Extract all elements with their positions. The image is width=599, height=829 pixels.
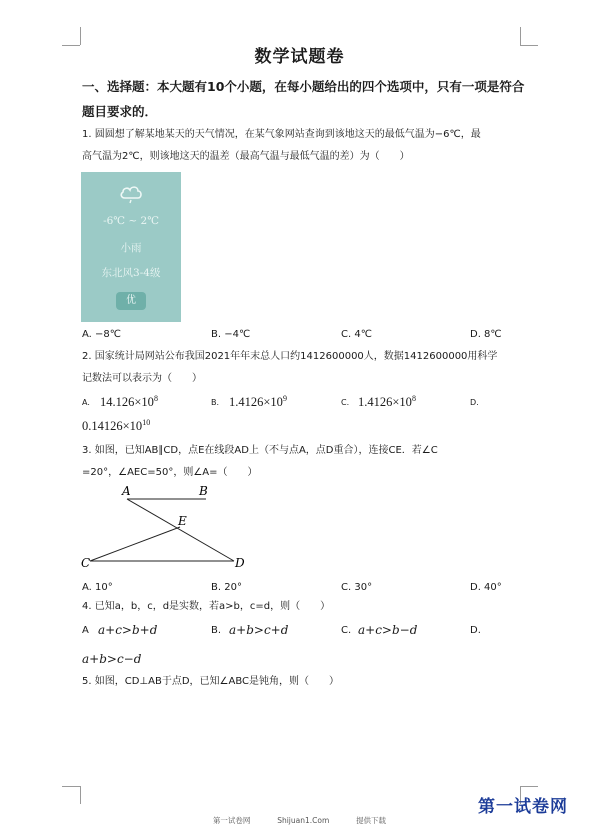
cloud-icon (118, 182, 144, 204)
section-heading: 一、选择题：本大题有10个小题，在每小题给出的四个选项中，只有一项是符合题目要求的． (82, 79, 525, 119)
option-d-exponent: 10 (142, 418, 151, 427)
question-4-option-c: a+c>b−d (358, 623, 418, 637)
question-2-label-c: C. (341, 398, 350, 407)
question-2-option-d (82, 418, 150, 434)
option-b-exponent: 9 (282, 394, 287, 403)
crop-mark-bottom-left-v (80, 786, 81, 804)
question-2-option-a (100, 394, 158, 410)
page-title: 数学试题卷 (254, 47, 345, 67)
footer-domain: Shijuan1.Com (277, 816, 330, 825)
question-3-line-1: 3. 如图，已知AB∥CD，点E在线段AD上（不与点A，点D重合），连接CE．若∠C (82, 445, 438, 456)
question-1 (82, 124, 532, 168)
question-3-line-2: =20°，∠AEC=50°，则∠A=（ ） (82, 467, 258, 478)
question-3-option-a: A. 10° (82, 582, 113, 593)
point-label-a: A (122, 484, 131, 498)
question-4-option-a: a+c>b+d (98, 623, 158, 637)
footer-note: 提供下载 (356, 816, 387, 825)
crop-mark-bottom-right-h (520, 786, 538, 787)
question-2-option-c (358, 394, 416, 410)
point-label-c: C (81, 556, 91, 570)
question-3-option-d: D. 40° (470, 582, 502, 593)
question-1-option-d: D. 8℃ (470, 329, 502, 340)
option-a-exponent: 8 (153, 394, 158, 403)
question-4-label-c: C. (341, 625, 352, 636)
option-c-base: 1.4126×10 (358, 395, 412, 410)
question-1-line-2: 高气温为2℃，则该地这天的温差（最高气温与最低气温的差）为（ ） (82, 151, 410, 162)
weather-wind: 东北风3-4级 (101, 267, 161, 279)
question-1-option-c: C. 4℃ (341, 329, 372, 340)
question-2-label-d: D. (470, 398, 479, 407)
question-2-label-b: B. (211, 398, 220, 407)
brand-watermark: 第一试卷网 (478, 797, 568, 817)
question-2-line-2: 记数法可以表示为（ ） (82, 373, 202, 384)
question-4-option-d: a+b>c−d (82, 652, 142, 666)
footer-site: 第一试卷网 (212, 816, 251, 825)
question-4-option-b: a+b>c+d (229, 623, 289, 637)
question-5-line-1: 5. 如图，CD⊥AB于点D，已知∠ABC是钝角，则（ ） (82, 676, 339, 687)
option-d-base: 0.14126×10 (82, 419, 143, 434)
segment-ce (90, 527, 180, 561)
question-4-label-a: A (82, 625, 89, 636)
question-2-line-1: 2. 国家统计局网站公布我国2021年年末总人口约1412600000人，数据1412600000用科学 (82, 351, 498, 362)
weather-temperature: -6℃ ~ 2℃ (103, 215, 159, 227)
question-3-option-b: B. 20° (211, 582, 242, 593)
point-label-d: D (235, 556, 245, 570)
point-label-b: B (199, 484, 208, 498)
option-a-base: 14.126×10 (100, 395, 154, 410)
point-label-e: E (178, 514, 187, 528)
weather-widget-image (81, 172, 181, 322)
option-b-base: 1.4126×10 (229, 395, 283, 410)
question-2-label-a: A. (82, 398, 90, 407)
question-4-line-1: 4. 已知a，b，c，d是实数，若a>b，c=d，则（ ） (82, 601, 331, 612)
air-quality-badge: 优 (116, 292, 146, 310)
segment-ad (127, 499, 234, 561)
question-1-option-a: A. −8℃ (82, 329, 121, 340)
question-4-label-d: D. (470, 625, 481, 636)
question-2 (82, 346, 532, 390)
question-4-label-b: B. (211, 625, 222, 636)
question-4 (82, 596, 532, 618)
option-c-exponent: 8 (411, 394, 416, 403)
geometry-figure-q3 (80, 484, 260, 574)
crop-mark-bottom-left-h (62, 786, 80, 787)
weather-condition: 小雨 (120, 242, 142, 254)
question-1-line-1: 1. 圆圆想了解某地某天的天气情况，在某气象网站查询到该地这天的最低气温为−6℃，最 (82, 129, 481, 140)
question-2-option-b (229, 394, 287, 410)
question-3 (82, 440, 532, 484)
question-1-option-b: B. −4℃ (211, 329, 251, 340)
question-5 (82, 671, 532, 693)
question-3-option-c: C. 30° (341, 582, 373, 593)
